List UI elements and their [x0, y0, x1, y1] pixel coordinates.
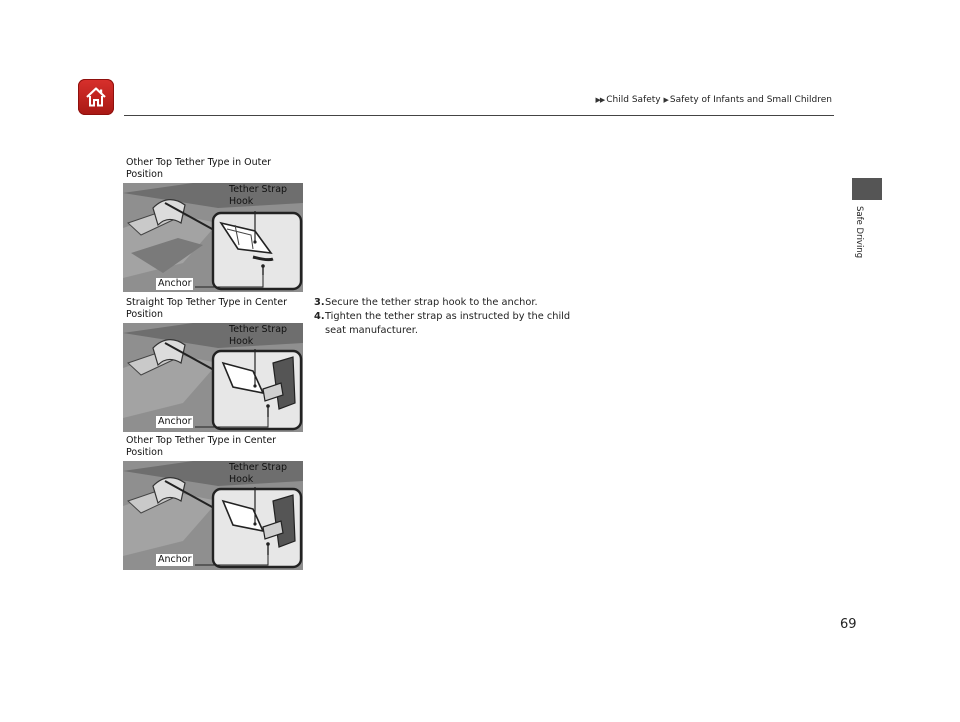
figure-title: Other Top Tether Type in Outer Position [126, 157, 272, 180]
section-tab-label: Safe Driving [854, 206, 864, 259]
figure-straight-center-position [123, 296, 303, 432]
figure-outer-position [123, 156, 303, 292]
breadcrumb-item-child-safety[interactable]: Child Safety [606, 95, 661, 105]
figure-other-center-position [123, 434, 303, 570]
page-number: 69 [840, 617, 857, 632]
home-icon [84, 85, 108, 109]
tether-strap-hook-label: Tether Strap Hook [229, 184, 288, 207]
anchor-label: Anchor [158, 278, 192, 289]
instruction-steps [314, 296, 574, 338]
figure-title: Straight Top Tether Type in Center Position [126, 297, 288, 320]
step-text: Secure the tether strap hook to the anchor. [325, 297, 538, 308]
figure-title: Other Top Tether Type in Center Position [126, 435, 277, 458]
step-text: Tighten the tether strap as instructed by the child seat manufacturer. [325, 311, 571, 336]
section-tab-marker[interactable] [852, 178, 882, 200]
step-3 [314, 296, 574, 310]
breadcrumb-arrow-icon: ▶ [663, 96, 668, 104]
anchor-label: Anchor [158, 416, 192, 427]
tether-strap-hook-label: Tether Strap Hook [229, 324, 288, 347]
breadcrumb-arrow-icon: ▶▶ [595, 96, 605, 104]
anchor-label: Anchor [158, 554, 192, 565]
tether-strap-hook-label: Tether Strap Hook [229, 462, 288, 485]
step-4 [314, 310, 574, 338]
header-divider [124, 115, 834, 116]
home-button[interactable] [78, 79, 114, 115]
step-number: 4. [314, 311, 325, 322]
breadcrumb [595, 95, 832, 105]
step-number: 3. [314, 297, 325, 308]
breadcrumb-item-current[interactable]: Safety of Infants and Small Children [669, 95, 832, 105]
